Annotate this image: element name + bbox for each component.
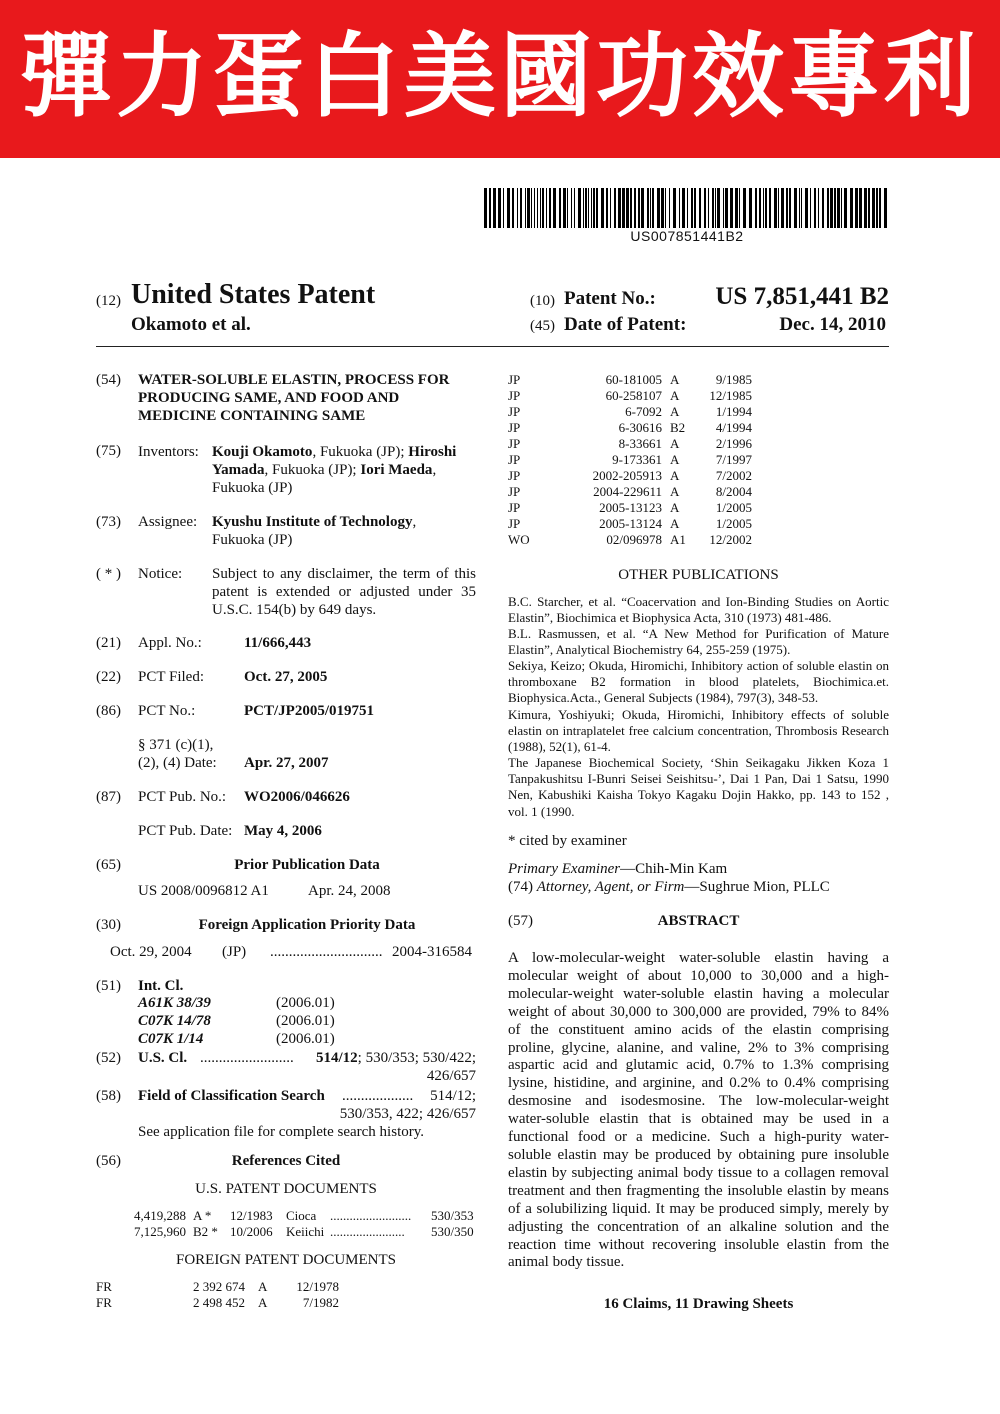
int-cl-version: (2006.01) [276,1031,335,1047]
foreign-doc-kind: A [670,436,680,451]
pct-no-label: PCT No.: [138,703,196,719]
int-cl-class: C07K 14/78 [138,1013,211,1029]
notice-label: Notice: [138,566,183,582]
foreign-doc-kind: A [670,372,680,387]
foreign-doc-kind: A [258,1295,268,1310]
foreign-priority-country: (JP) [222,944,247,960]
foreign-doc-date: 12/1985 [709,388,752,403]
field-code-75: (75) [96,443,121,459]
barcode-number: US007851441B2 [630,228,744,244]
assignee-line-2: Fukuoka (JP) [212,532,293,548]
foreign-doc-country: JP [508,420,521,435]
foreign-doc-country: JP [508,372,521,387]
int-cl-version: (2006.01) [276,995,335,1011]
us-doc-leader: ......................... [330,1208,412,1223]
foreign-doc-country: FR [96,1295,112,1310]
int-cl-version: (2006.01) [276,1013,335,1029]
search-field-line-1: 514/12; [430,1088,476,1104]
foreign-doc-number: 8-33661 [618,436,662,451]
us-doc-number: 4,419,288 [134,1208,186,1223]
foreign-doc-country: JP [508,484,521,499]
assignee-line-1: Kyushu Institute of Technology, [212,514,417,530]
field-code-21: (21) [96,635,121,651]
foreign-priority-leader: .............................. [270,944,383,960]
foreign-doc-kind: A [670,388,680,403]
primary-examiner: Primary Examiner—Chih-Min Kam [508,861,728,877]
foreign-doc-date: 9/1985 [715,372,752,387]
s371-value: Apr. 27, 2007 [244,755,329,771]
inventors-label: Inventors: [138,444,199,460]
us-cl-title: U.S. Cl. [138,1050,188,1066]
foreign-doc-date: 8/2004 [715,484,752,499]
foreign-doc-date: 1/1994 [715,404,752,419]
field-code-45: (45) [530,318,555,334]
foreign-docs-title: FOREIGN PATENT DOCUMENTS [175,1252,397,1268]
foreign-doc-number: 60-258107 [605,388,662,403]
other-pub-3: Sekiya, Keizo; Okuda, Hiromichi, Inhibitory action of soluble elastin on thromboxane B2 formation in blood platelets, Biochimica.et. Biophysica.Acta., General Subjects (1984), 797(3), 348-53. [508,658,889,706]
foreign-doc-number: 9-173361 [612,452,662,467]
foreign-doc-country: JP [508,388,521,403]
int-cl-class: C07K 1/14 [138,1031,204,1047]
notice-code: ( * ) [96,566,121,582]
foreign-doc-date: 12/2002 [709,532,752,547]
pct-pub-date-value: May 4, 2006 [244,823,322,839]
title-line-2: PRODUCING SAME, AND FOOD AND [138,390,400,406]
foreign-doc-country: JP [508,516,521,531]
foreign-priority-title: Foreign Application Priority Data [198,917,416,933]
other-pub-2: B.L. Rasmussen, et al. “A New Method for Purification of Mature Elastin”, Analytical Biochemistry 64, 255-259 (1975). [508,626,889,658]
int-cl-title: Int. Cl. [138,978,184,994]
attorney: (74) Attorney, Agent, or Firm—Sughrue Mion, PLLC [508,879,830,895]
search-field-line-3: See application file for complete search history. [138,1124,425,1140]
foreign-doc-date: 7/2002 [715,468,752,483]
foreign-doc-number: 2002-205913 [592,468,662,483]
pct-pub-no-value: WO2006/046626 [244,789,350,805]
field-code-22: (22) [96,669,121,685]
foreign-doc-number: 2005-13124 [599,516,662,531]
s371-line-2: (2), (4) Date: [138,755,217,771]
foreign-doc-number: 2005-13123 [599,500,662,515]
us-doc-leader: ....................... [330,1224,405,1239]
patent-date: Dec. 14, 2010 [779,314,886,335]
us-doc-name: Cioca [286,1208,317,1223]
inventors-line-2: Yamada, Fukuoka (JP); Iori Maeda, [212,462,437,478]
patent-authors: Okamoto et al. [131,314,251,335]
foreign-doc-kind: A [670,484,680,499]
foreign-doc-number: 6-30616 [618,420,662,435]
pct-filed-label: PCT Filed: [138,669,204,685]
header-rule [96,346,889,347]
us-cl-leader: ......................... [200,1050,294,1066]
foreign-doc-number: 2 498 452 [193,1295,245,1310]
foreign-doc-kind: A [670,516,680,531]
us-cl-line-1: 514/12; 530/353; 530/422; [315,1050,476,1066]
abstract-title: ABSTRACT [657,913,740,929]
pct-no-value: PCT/JP2005/019751 [244,703,374,719]
other-pub-4: Kimura, Yoshiyuki; Okuda, Hiromichi, Inhibitory effects of soluble elastin on intraplatelet free calcium concentration, Thrombosis Research (1988), 52(1), 61-4. [508,707,889,755]
us-doc-date: 12/1983 [230,1208,273,1223]
pct-filed-value: Oct. 27, 2005 [244,669,328,685]
foreign-priority-date: Oct. 29, 2004 [110,944,192,960]
foreign-doc-country: JP [508,404,521,419]
field-code-65: (65) [96,857,121,873]
foreign-doc-date: 1/2005 [715,500,752,515]
field-code-10: (10) [530,293,555,309]
foreign-doc-number: 02/096978 [606,532,662,547]
foreign-doc-country: JP [508,436,521,451]
inventors-line-3: Fukuoka (JP) [212,480,293,496]
us-doc-number: 7,125,960 [134,1224,186,1239]
title-line-1: WATER-SOLUBLE ELASTIN, PROCESS FOR [138,372,450,388]
foreign-doc-country: JP [508,452,521,467]
us-doc-kind: A * [193,1208,212,1223]
int-cl-class: A61K 38/39 [138,995,211,1011]
foreign-doc-country: JP [508,500,521,515]
field-code-73: (73) [96,514,121,530]
field-code-86: (86) [96,703,121,719]
field-code-30: (30) [96,917,121,933]
pct-pub-date-label: PCT Pub. Date: [138,823,233,839]
field-code-57: (57) [508,913,533,929]
us-docs-title: U.S. PATENT DOCUMENTS [195,1181,377,1197]
field-code-56: (56) [96,1153,121,1169]
foreign-doc-kind: A [258,1279,268,1294]
patent-number: US 7,851,441 B2 [715,283,889,310]
field-code-58: (58) [96,1088,121,1104]
claims-summary: 16 Claims, 11 Drawing Sheets [603,1296,794,1312]
notice-line-3: U.S.C. 154(b) by 649 days. [212,602,377,618]
foreign-doc-number: 2 392 674 [193,1279,245,1294]
us-doc-date: 10/2006 [230,1224,273,1239]
us-doc-name: Keiichi [286,1224,325,1239]
field-code-87: (87) [96,789,121,805]
prior-pub-number: US 2008/0096812 A1 [138,883,269,899]
other-pub-5: The Japanese Biochemical Society, ‘Shin Seikagaku Jikken Koza 1 Tanpakushitsu I-Bunri Seisei Seishitsu-’, Dai 1 Pan, Dai 1 Satsu, 1990 Nen, Kabushiki Kaisha Tokyo Kagaku Dojin Hakko, pp. 143 to 152 , vol. 1 (1990. [508,755,889,819]
foreign-doc-kind: A [670,468,680,483]
foreign-doc-date: 1/2005 [715,516,752,531]
assignee-label: Assignee: [138,514,198,530]
prior-pub-date: Apr. 24, 2008 [308,883,391,899]
foreign-doc-number: 60-181005 [605,372,662,387]
pct-pub-no-label: PCT Pub. No.: [138,789,227,805]
other-pubs-title: OTHER PUBLICATIONS [618,567,779,583]
patent-type: United States Patent [131,279,376,310]
title-line-3: MEDICINE CONTAINING SAME [138,408,366,424]
foreign-doc-number: 6-7092 [625,404,662,419]
notice-line-2: patent is extended or adjusted under 35 [212,584,476,600]
barcode-image [484,188,890,228]
field-code-51: (51) [96,978,121,994]
foreign-doc-kind: A [670,452,680,467]
s371-line-1: § 371 (c)(1), [138,737,214,753]
field-code-12: (12) [96,293,121,309]
us-cl-line-2: 426/657 [426,1068,476,1084]
references-title: References Cited [231,1153,341,1169]
foreign-doc-date: 4/1994 [715,420,752,435]
appl-no-label: Appl. No.: [138,635,202,651]
foreign-doc-kind: A [670,404,680,419]
foreign-doc-country: WO [508,532,530,547]
banner-title: 彈力蛋白美國功效專利 [19,23,980,130]
patent-number-label: Patent No.: [564,288,656,309]
field-code-54: (54) [96,372,121,388]
search-field-title: Field of Classification Search [138,1088,325,1104]
notice-line-1: Subject to any disclaimer, the term of this [212,566,476,582]
search-field-leader: ................... [342,1088,414,1104]
foreign-doc-date: 12/1978 [296,1279,339,1294]
foreign-doc-country: FR [96,1279,112,1294]
foreign-doc-date: 7/1982 [302,1295,339,1310]
abstract-text: A low-molecular-weight water-soluble elastin having a molecular weight of about 10,000 to 30,000 and a high-molecular-weight water-soluble elastin having a molecular weight of about 30,000 to 300,000 are provided, 79% to 84% of the constituent amino acids of the elastin comprising proline, glycine, alanine, and valine, 2% to 3% comprising aspartic acid and glutamic acid, 0.7% to 1.3% comprising lysine, histidine, and arginine, and 0.2% to 0.4% comprising desmosine and isodesmosine. The low-molecular-weight water-soluble elastin that is obtained may be used in a functional food or a medicine. Such a high-purity water-soluble elastin may be produced by obtaining pure insoluble elastin by subjecting animal body tissue to a collagen removal treatment and then fragmenting the insoluble elastin by means of a solubilizing liquid. It may be produced simply, merely by adjusting the concentration of an alkaline solution and the reaction time without recovering insoluble elastin from the animal body tissue. [508,950,889,1271]
title-banner [0,0,1000,158]
foreign-doc-country: JP [508,468,521,483]
appl-no-value: 11/666,443 [244,635,312,651]
us-doc-class: 530/350 [431,1224,474,1239]
foreign-doc-date: 2/1996 [715,436,752,451]
inventors-line-1: Kouji Okamoto, Fukuoka (JP); Hiroshi [212,444,457,460]
foreign-doc-kind: A1 [670,532,686,547]
foreign-doc-kind: B2 [670,420,686,435]
us-doc-class: 530/353 [431,1208,474,1223]
search-field-line-2: 530/353, 422; 426/657 [339,1106,476,1122]
other-pub-1: B.C. Starcher, et al. “Coacervation and Ion-Binding Studies on Aortic Elastin”, Biochimica et Biophysica Acta, 310 (1973) 481-486. [508,594,889,626]
cited-note: * cited by examiner [508,833,627,849]
foreign-doc-kind: A [670,500,680,515]
foreign-priority-number: 2004-316584 [392,944,472,960]
prior-pub-title: Prior Publication Data [234,857,380,873]
patent-date-label: Date of Patent: [564,314,687,335]
us-doc-kind: B2 * [193,1224,218,1239]
foreign-doc-number: 2004-229611 [593,484,662,499]
foreign-doc-date: 7/1997 [715,452,752,467]
field-code-52: (52) [96,1050,121,1066]
